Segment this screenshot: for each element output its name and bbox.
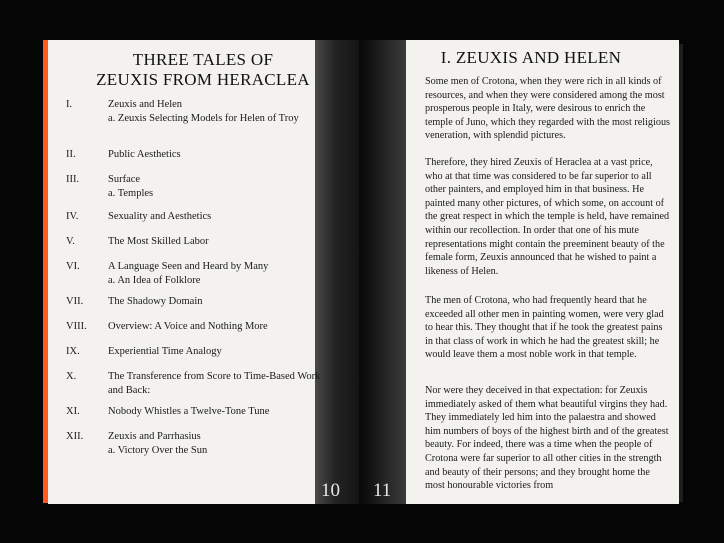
toc-title-line-1: THREE TALES OF: [132, 50, 274, 69]
toc-item-number: XII.: [66, 431, 84, 442]
body-paragraph: Nor were they deceived in that expectation: for Zeuxis immediately asked of them what beautiful virgins they had. They immediately led him into the palaestra and showed him numbers of boys of the highest birth and of the greatest beauty. For indeed, there was a time when the people of Crotona were far superior to all other cities in the strength and beauty of their persons; and they brought home the most honourable victories from: [425, 385, 669, 492]
toc-item-title: Overview: A Voice and Nothing More: [108, 321, 268, 332]
left-page-number: 10: [321, 480, 340, 501]
right-gutter-band: [363, 40, 406, 504]
chapter-title: I. ZEUXIS AND HELEN: [440, 48, 622, 67]
toc-item-title: The Most Skilled Labor: [108, 236, 209, 247]
toc-item-subtitle: a. Temples: [108, 187, 154, 199]
toc-item-title: Public Aesthetics: [108, 149, 181, 160]
body-paragraph: The men of Crotona, who had frequently heard that he exceeded all other men in painting women, were very glad to hear this. They thought that if he took the greatest pains in that class of work in which he had the greatest skill; he would leave them a most noble work in that temple.: [425, 295, 664, 361]
right-page-number: 11: [373, 480, 392, 501]
table-of-contents: [66, 40, 336, 504]
toc-item-number: V.: [66, 236, 75, 247]
toc-item-content: [108, 405, 333, 419]
toc-item-title: Surface: [108, 174, 141, 185]
toc-item-number: I.: [66, 99, 73, 110]
toc-item-number: VII.: [66, 296, 84, 307]
toc-item-content: [108, 370, 333, 397]
toc-item-title: Zeuxis and Helen: [108, 99, 183, 110]
toc-item-number: XI.: [66, 406, 80, 417]
toc-item-number: VI.: [66, 261, 80, 272]
right-page: [363, 40, 679, 504]
toc-item-number: X.: [66, 371, 77, 382]
toc-item-title: Sexuality and Aesthetics: [108, 211, 212, 222]
left-page: [48, 40, 363, 504]
toc-item-content: [108, 260, 333, 287]
toc-item-number: III.: [66, 174, 80, 185]
toc-item-title: The Shadowy Domain: [108, 296, 203, 307]
toc-item-title: Nobody Whistles a Twelve-Tone Tune: [108, 406, 270, 417]
toc-item-number: VIII.: [66, 321, 87, 332]
toc-item-title: Zeuxis and Parrhasius: [108, 431, 201, 442]
toc-item-number: IV.: [66, 211, 79, 222]
toc-item-content: [108, 148, 333, 162]
toc-item-content: [108, 345, 333, 359]
toc-item-content: [108, 210, 333, 224]
toc-item-number: II.: [66, 149, 76, 160]
toc-item-content: [108, 295, 333, 309]
body-paragraph: Therefore, they hired Zeuxis of Heraclea at a vast price, who at that time was considered to be far superior to all other painters, and employed him in that business. He painted many other pictures, of which some, on account of the great respect in which the temple is held, have remained within our recollection. In order that one of his mute representations might contain the preeminent beauty of the female form, Zeuxis announced that he wished to paint a likeness of Helen.: [425, 157, 670, 277]
body-paragraph: Some men of Crotona, when they were rich in all kinds of resources, and when they were considered among the most prosperous people in Italy, were desirous to enrich the temple of Juno, which they regarded with the most religious veneration, with splendid pictures.: [425, 76, 671, 142]
toc-item-title: Experiential Time Analogy: [108, 346, 222, 357]
toc-item-content: [108, 320, 333, 334]
toc-item-content: [108, 235, 333, 249]
toc-item-subtitle: a. Victory Over the Sun: [108, 444, 208, 456]
toc-item-number: IX.: [66, 346, 80, 357]
toc-item-content: [108, 430, 333, 457]
toc-item-subtitle: a. An Idea of Folklore: [108, 274, 201, 286]
right-page-edge: [679, 44, 683, 502]
toc-item-content: [108, 98, 333, 125]
toc-item-subtitle: a. Zeuxis Selecting Models for Helen of Troy: [108, 112, 299, 124]
toc-item-title: A Language Seen and Heard by Many: [108, 261, 269, 272]
toc-title-line-2: ZEUXIS FROM HERACLEA: [96, 70, 310, 89]
toc-item-title: The Transference from Score to Time-Based Work and Back:: [108, 371, 321, 396]
toc-item-content: [108, 173, 333, 200]
